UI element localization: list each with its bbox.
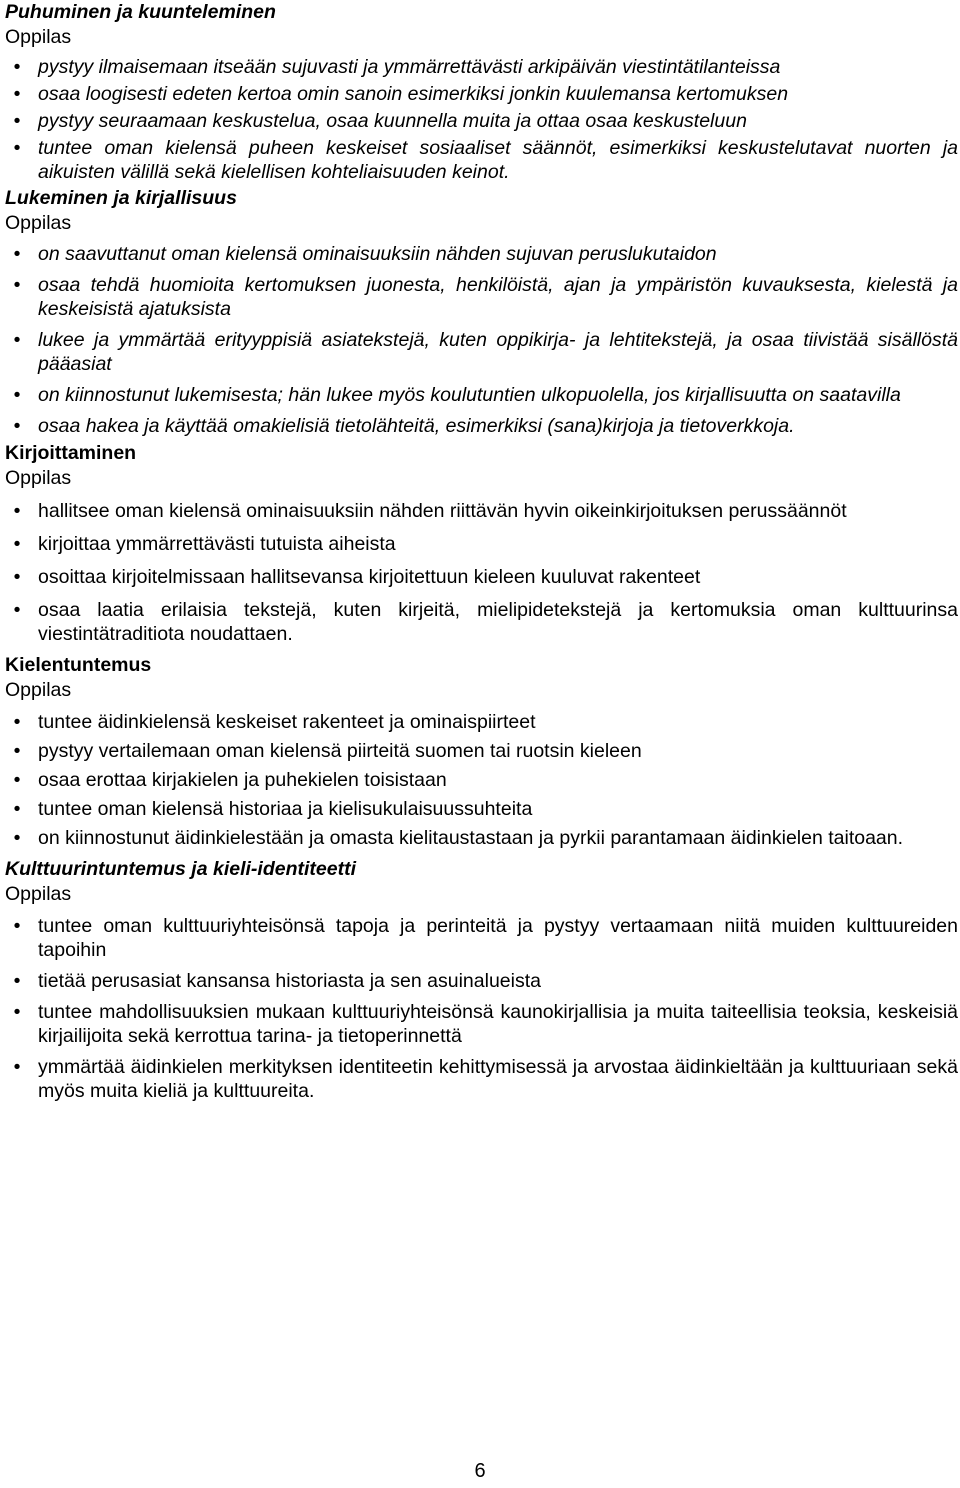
bullet-list — [5, 914, 958, 1103]
bullet-list — [5, 242, 958, 438]
section-subheading: Oppilas — [5, 212, 72, 234]
section-lukeminen — [5, 186, 958, 438]
list-item: • osaa laatia erilaisia tekstejä, kuten kirjeitä, mielipidetekstejä ja kertomuksia oman kulttuurinsa viestintätraditiota noudattaen. — [5, 598, 958, 646]
list-item: • on kiinnostunut äidinkielestään ja omasta kielitaustastaan ja pyrkii parantamaan äidinkielen taitoaan. — [5, 826, 958, 850]
bullet-icon: • — [13, 329, 21, 351]
bullet-icon: • — [13, 533, 21, 555]
section-heading: Kielentuntemus — [5, 654, 152, 676]
list-item: • osoittaa kirjoitelmissaan hallitsevansa kirjoitettuun kieleen kuuluvat rakenteet — [5, 565, 958, 589]
bullet-icon: • — [13, 599, 21, 621]
section-kulttuurintuntemus — [5, 857, 958, 1103]
list-item: • kirjoittaa ymmärrettävästi tutuista aiheista — [5, 532, 958, 556]
list-item: • tuntee mahdollisuuksien mukaan kulttuuriyhteisönsä kaunokirjallisia ja muita taiteellisia teoksia, keskeisiä kirjailijoita sekä kerrottua tarina- ja tietoperinnettä — [5, 1000, 958, 1048]
list-item: • tuntee oman kulttuuriyhteisönsä tapoja ja perinteitä ja pystyy vertaamaan niitä muiden kulttuureiden tapoihin — [5, 914, 958, 962]
bullet-icon: • — [13, 274, 21, 296]
bullet-icon: • — [13, 827, 21, 849]
bullet-icon: • — [13, 970, 21, 992]
section-heading: Kirjoittaminen — [5, 442, 137, 464]
list-item: • ymmärtää äidinkielen merkityksen identiteetin kehittymisessä ja arvostaa äidinkieltään ja kulttuuriaan sekä myös muita kieliä ja kulttuureita. — [5, 1055, 958, 1103]
bullet-icon: • — [13, 740, 21, 762]
list-item: • osaa hakea ja käyttää omakielisiä tietolähteitä, esimerkiksi (sana)kirjoja ja tietoverkkoja. — [5, 414, 958, 438]
list-item: • hallitsee oman kielensä ominaisuuksiin nähden riittävän hyvin oikeinkirjoituksen perussäännöt — [5, 499, 958, 523]
page-number: 6 — [474, 1460, 486, 1482]
list-item: • osaa erottaa kirjakielen ja puhekielen toisistaan — [5, 768, 958, 792]
section-subheading: Oppilas — [5, 467, 72, 489]
bullet-list — [5, 499, 958, 646]
list-item: • on kiinnostunut lukemisesta; hän lukee myös koulutuntien ulkopuolella, jos kirjallisuutta on saatavilla — [5, 383, 958, 407]
document-page — [5, 0, 958, 1103]
bullet-icon: • — [13, 384, 21, 406]
section-heading: Lukeminen ja kirjallisuus — [5, 187, 237, 209]
section-heading: Kulttuurintuntemus ja kieli-identiteetti — [5, 858, 357, 880]
bullet-icon: • — [13, 415, 21, 437]
section-subheading: Oppilas — [5, 883, 72, 905]
bullet-icon: • — [13, 915, 21, 937]
bullet-icon: • — [13, 798, 21, 820]
bullet-icon: • — [13, 566, 21, 588]
bullet-icon: • — [13, 711, 21, 733]
bullet-icon: • — [13, 1001, 21, 1023]
list-item: • lukee ja ymmärtää erityyppisiä asiatekstejä, kuten oppikirja- ja lehtitekstejä, ja osaa tiivistää sisällöstä pääasiat — [5, 328, 958, 376]
section-puhuminen — [5, 0, 958, 184]
section-kielentuntemus — [5, 653, 958, 850]
bullet-icon: • — [13, 500, 21, 522]
list-item: • tuntee äidinkielensä keskeiset rakenteet ja ominaispiirteet — [5, 710, 958, 734]
section-kirjoittaminen — [5, 441, 958, 646]
list-item: • osaa loogisesti edeten kertoa omin sanoin esimerkiksi jonkin kuulemansa kertomuksen — [5, 82, 958, 106]
bullet-icon: • — [13, 137, 21, 159]
section-subheading: Oppilas — [5, 679, 72, 701]
bullet-list — [5, 710, 958, 850]
bullet-icon: • — [13, 110, 21, 132]
list-item: • tuntee oman kielensä historiaa ja kielisukulaisuussuhteita — [5, 797, 958, 821]
bullet-list — [5, 55, 958, 184]
list-item: • tietää perusasiat kansansa historiasta ja sen asuinalueista — [5, 969, 958, 993]
list-item: • tuntee oman kielensä puheen keskeiset sosiaaliset säännöt, esimerkiksi keskustelutavat nuorten ja aikuisten välillä sekä kielellisen kohteliaisuuden keinot. — [5, 136, 958, 184]
list-item: • pystyy seuraamaan keskustelua, osaa kuunnella muita ja ottaa osaa keskusteluun — [5, 109, 958, 133]
bullet-icon: • — [13, 243, 21, 265]
list-item: • osaa tehdä huomioita kertomuksen juonesta, henkilöistä, ajan ja ympäristön kuvauksesta, kielestä ja keskeisistä ajatuksista — [5, 273, 958, 321]
list-item: • pystyy vertailemaan oman kielensä piirteitä suomen tai ruotsin kieleen — [5, 739, 958, 763]
section-heading: Puhuminen ja kuunteleminen — [5, 1, 276, 23]
section-subheading: Oppilas — [5, 26, 72, 48]
list-item: • pystyy ilmaisemaan itseään sujuvasti ja ymmärrettävästi arkipäivän viestintätilanteissa — [5, 55, 958, 79]
bullet-icon: • — [13, 56, 21, 78]
list-item: • on saavuttanut oman kielensä ominaisuuksiin nähden sujuvan peruslukutaidon — [5, 242, 958, 266]
bullet-icon: • — [13, 1056, 21, 1078]
bullet-icon: • — [13, 769, 21, 791]
bullet-icon: • — [13, 83, 21, 105]
